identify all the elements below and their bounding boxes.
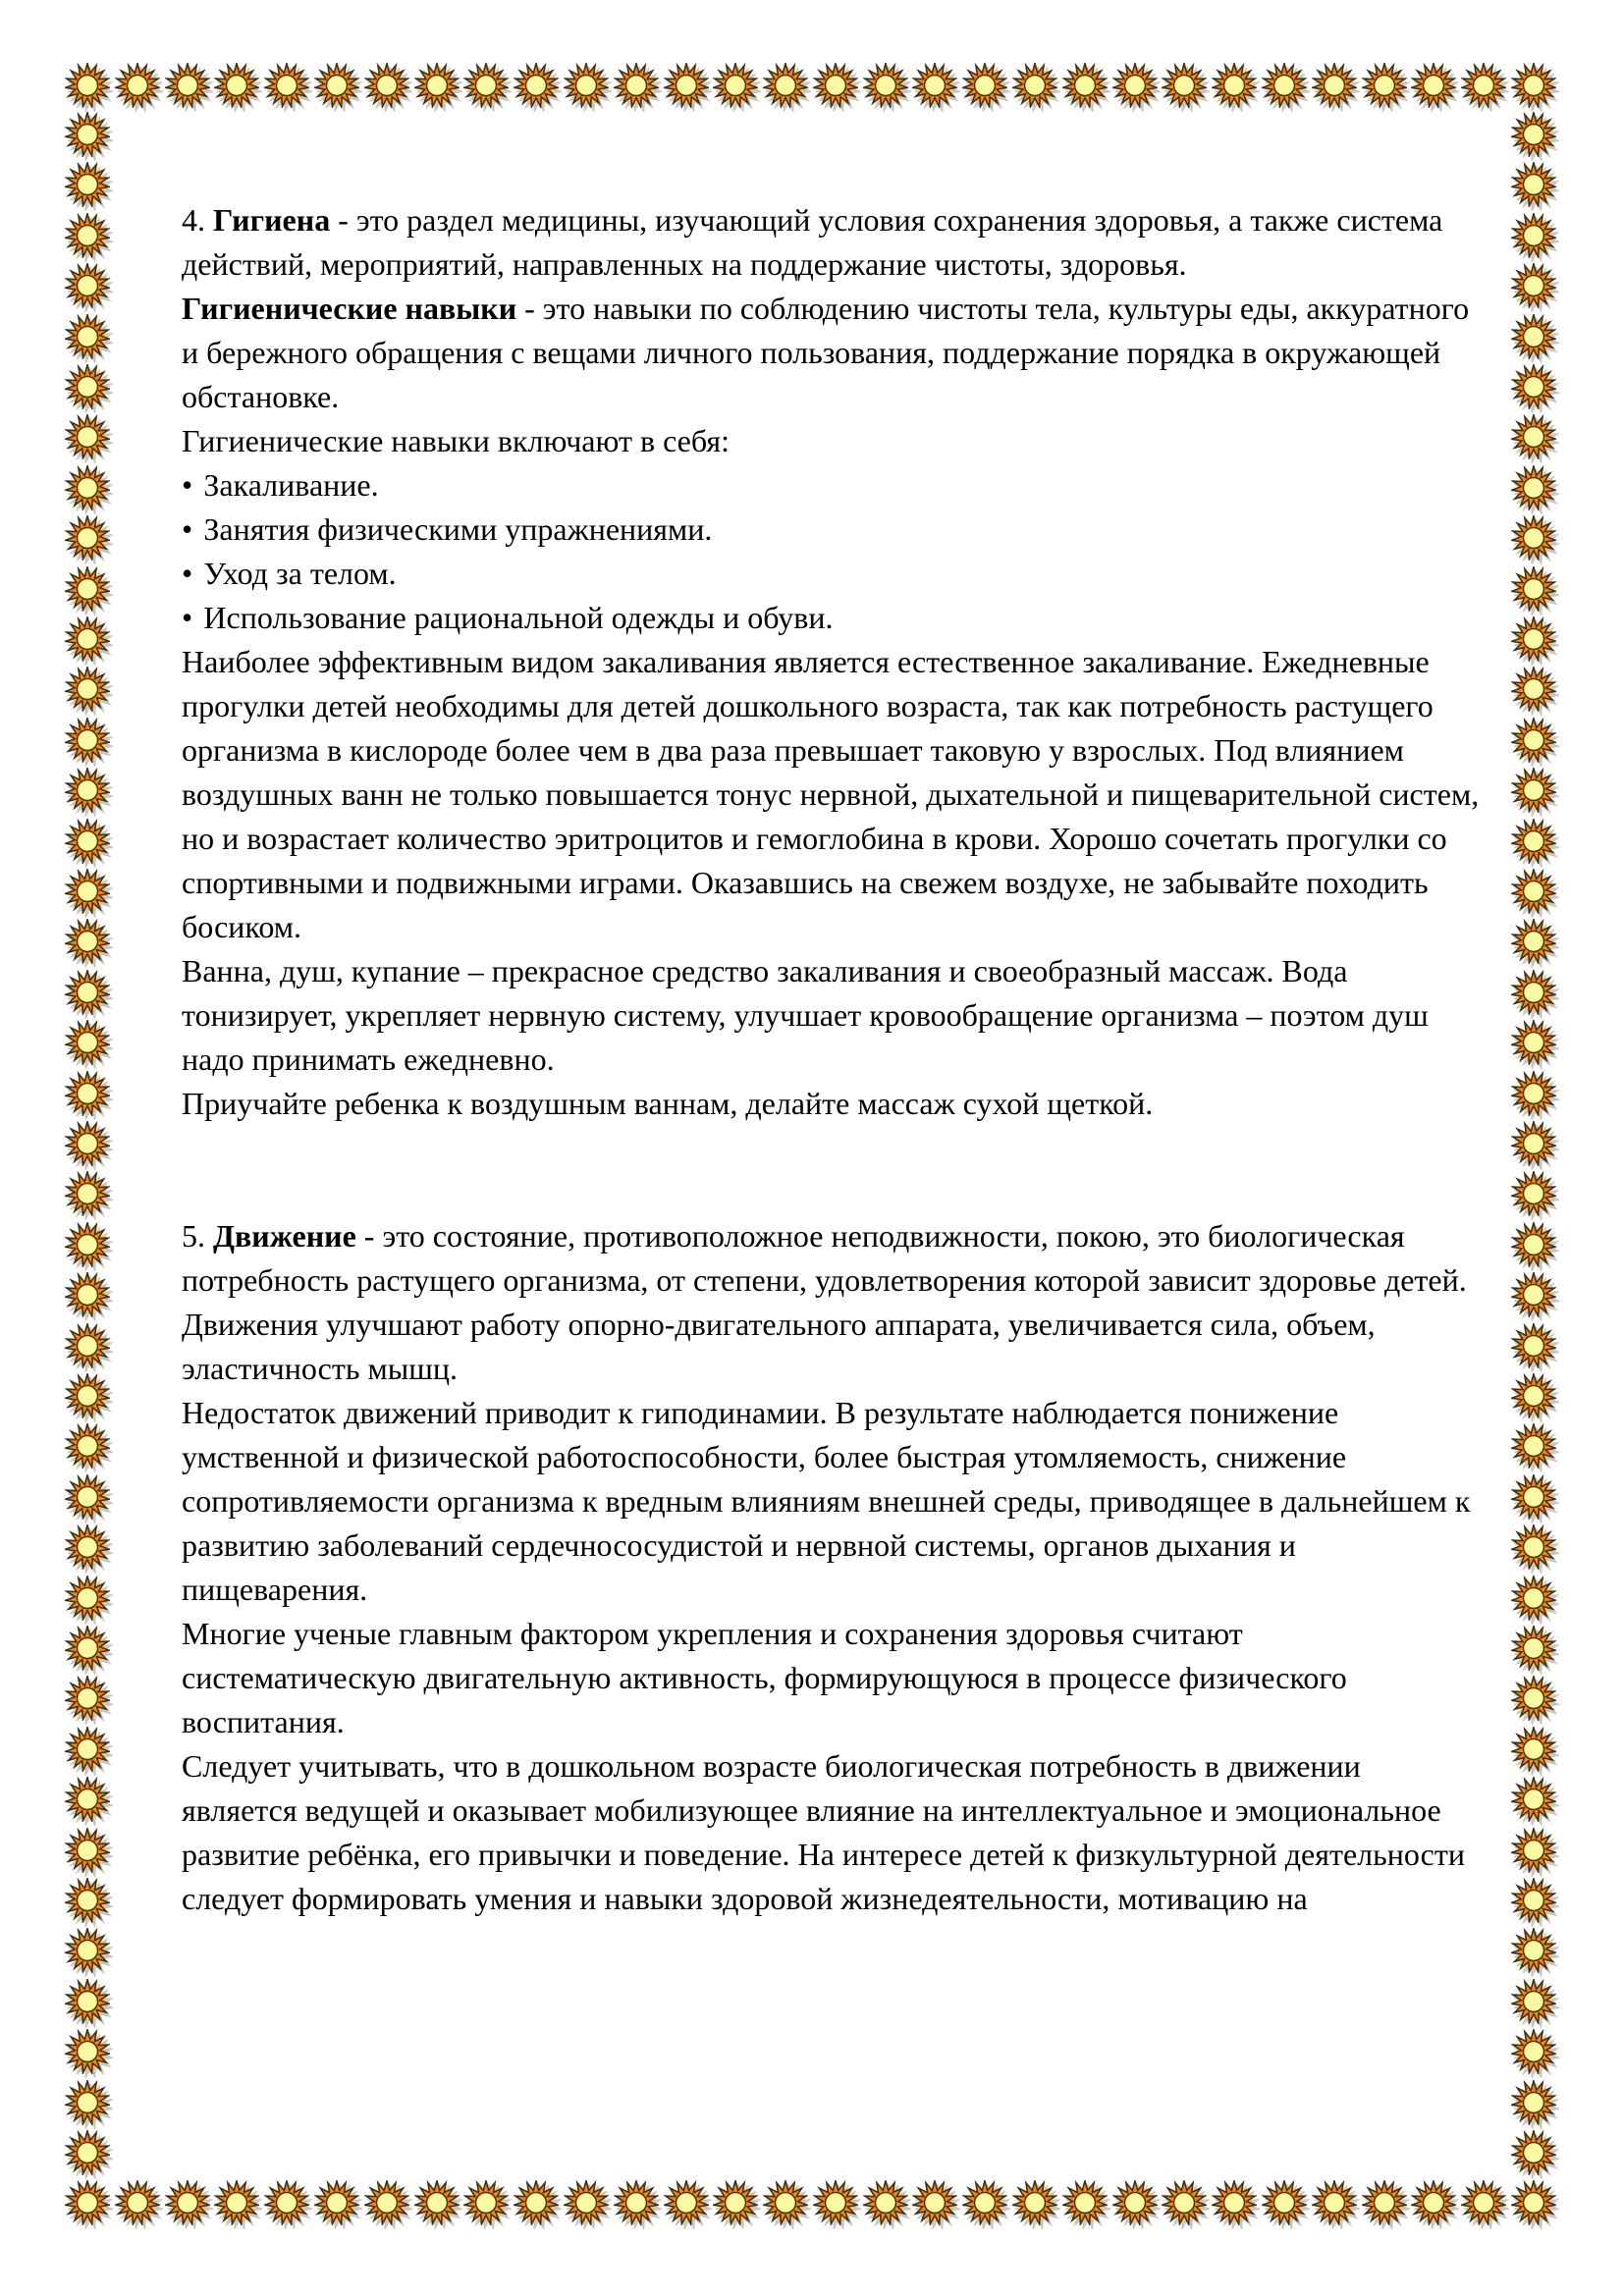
sun-icon [65, 919, 110, 964]
sun-icon [1511, 1423, 1556, 1468]
sun-icon [1511, 667, 1556, 712]
bullet-item-exercise [182, 507, 1483, 552]
sun-icon [1411, 63, 1456, 108]
sun-icon [1362, 63, 1407, 108]
sun-icon [1511, 1626, 1556, 1671]
sun-icon [65, 1878, 110, 1923]
sun-icon [65, 364, 110, 409]
hygiene-skills-paragraph [182, 287, 1483, 419]
sun-icon [1012, 2180, 1057, 2225]
preschool-paragraph: Следует учитывать, что в дошкольном возрасте биологическая потребность в движении является ведущей и оказывает мобилизующее влияние на интеллектуальное и эмоциональное развитие ребёнка, его привычки и поведение. На интересе детей к физкультурной деятельности следует формировать умения и навыки здоровой жизнедеятельности, мотивацию на [182, 1748, 1465, 1916]
sun-icon [65, 1474, 110, 1520]
sun-icon [1511, 2080, 1556, 2125]
sun-icon [1511, 1676, 1556, 1721]
sun-icon [65, 162, 110, 207]
sun-icon [1511, 869, 1556, 914]
sun-icon [65, 970, 110, 1015]
sun-icon [65, 1979, 110, 2024]
bullet-marker: • [182, 467, 193, 503]
sun-icon [65, 63, 110, 108]
bullet-item-text: Уход за телом. [203, 556, 397, 591]
sun-icon [1511, 970, 1556, 1015]
sun-icon [1461, 63, 1506, 108]
sun-icon [813, 63, 858, 108]
sun-icon [65, 2180, 110, 2225]
bullet-marker: • [182, 556, 193, 591]
bullet-item-text: Закаливание. [203, 467, 379, 503]
sun-icon [664, 2180, 709, 2225]
sun-icon [1511, 1373, 1556, 1418]
sun-icon [65, 414, 110, 459]
sun-icon [1511, 919, 1556, 964]
sun-icon [1511, 63, 1556, 108]
sun-icon [614, 63, 659, 108]
sun-icon [65, 1575, 110, 1621]
sun-icon [65, 1928, 110, 1973]
sun-icon [1511, 213, 1556, 258]
sun-icon [314, 63, 359, 108]
sun-icon [1511, 1222, 1556, 1267]
sun-icon [1511, 1020, 1556, 1065]
hygiene-definition-paragraph [182, 198, 1483, 287]
sun-icon [1511, 515, 1556, 561]
sun-icon [614, 2180, 659, 2225]
sun-icon [65, 465, 110, 510]
sun-icon [65, 1727, 110, 1772]
sun-icon [65, 1626, 110, 1671]
bullet-item-clothing [182, 596, 1483, 640]
sun-icon [65, 1676, 110, 1721]
bullet-marker: • [182, 511, 193, 547]
sun-icon [65, 566, 110, 612]
sun-icon [763, 63, 808, 108]
sun-icon [214, 63, 259, 108]
sun-icon [65, 1323, 110, 1368]
sun-icon [65, 1524, 110, 1570]
sun-icon [65, 667, 110, 712]
sun-icon [1511, 2180, 1556, 2225]
sun-icon [1511, 718, 1556, 763]
sun-icon [65, 314, 110, 359]
sun-icon [65, 1777, 110, 1822]
sun-icon [65, 1828, 110, 1873]
sun-icon [65, 616, 110, 662]
sun-icon [1312, 2180, 1357, 2225]
sun-icon [264, 2180, 309, 2225]
sun-icon [463, 2180, 509, 2225]
sun-icon [713, 63, 758, 108]
sun-icon [1262, 63, 1307, 108]
sun-icon [165, 2180, 210, 2225]
blank-lines-gap [182, 1126, 1483, 1214]
sun-icon [863, 63, 908, 108]
document-body-text [182, 198, 1483, 1921]
sun-icon [65, 1373, 110, 1418]
sun-icon [65, 2029, 110, 2074]
sun-icon [115, 2180, 160, 2225]
sun-icon [463, 63, 509, 108]
bullet-marker: • [182, 600, 193, 635]
air-baths-paragraph: Приучайте ребенка к воздушным ваннам, делайте массаж сухой щеткой. [182, 1086, 1154, 1121]
movement-definition-text: - это состояние, противоположное неподвижности, покою, это биологическая потребность растущего организма, от степени, удовлетворения которой зависит здоровье детей. Движения улучшают работу опорно-двигательного аппарата, увеличивается сила, объем, эластичность мышц. [182, 1218, 1467, 1386]
sun-icon [65, 1423, 110, 1468]
bullet-item-body-care [182, 552, 1483, 596]
sun-icon [1511, 414, 1556, 459]
section-number-4: 4. [182, 202, 213, 238]
sun-icon [65, 112, 110, 157]
sun-icon [65, 515, 110, 561]
sun-icon [65, 1071, 110, 1116]
term-hygiene-skills: Гигиенические навыки [182, 291, 517, 326]
sun-icon [1511, 314, 1556, 359]
sun-icon [1511, 1121, 1556, 1166]
sun-icon [65, 2080, 110, 2125]
sun-icon [1511, 1575, 1556, 1621]
sun-icon [1212, 63, 1257, 108]
sun-icon [1511, 162, 1556, 207]
sun-icon [1511, 2130, 1556, 2175]
sun-icon [314, 2180, 359, 2225]
sun-icon [1062, 63, 1108, 108]
sun-icon [1262, 2180, 1307, 2225]
sun-icon [264, 63, 309, 108]
sun-icon [1362, 2180, 1407, 2225]
sun-icon [1511, 263, 1556, 308]
sun-icon [165, 63, 210, 108]
sun-icon [813, 2180, 858, 2225]
sun-icon [1112, 63, 1158, 108]
sun-icon [1511, 1979, 1556, 2024]
sun-icon [65, 1171, 110, 1216]
bullet-item-text: Занятия физическими упражнениями. [203, 511, 713, 547]
sun-icon [65, 768, 110, 813]
scientists-paragraph: Многие ученые главным фактором укрепления и сохранения здоровья считают систематическую двигательную активность, формирующуюся в процессе физического воспитания. [182, 1616, 1347, 1739]
term-movement: Движение [213, 1218, 356, 1254]
sun-icon [214, 2180, 259, 2225]
sun-icon [1511, 2029, 1556, 2074]
sun-icon [1511, 1727, 1556, 1772]
sun-icon [1511, 768, 1556, 813]
sun-icon [65, 1222, 110, 1267]
skills-list-intro: Гигиенические навыки включают в себя: [182, 423, 730, 458]
sun-icon [1312, 63, 1357, 108]
sun-icon [1112, 2180, 1158, 2225]
sun-icon [414, 2180, 460, 2225]
sun-icon [364, 63, 409, 108]
sun-icon [912, 2180, 957, 2225]
bathing-paragraph: Ванна, душ, купание – прекрасное средство закаливания и своеобразный массаж. Вода тонизирует, укрепляет нервную систему, улучшает кровообращение организма – поэтом душ надо принимать ежедневно. [182, 953, 1429, 1077]
sun-icon [664, 63, 709, 108]
sun-icon [1511, 1272, 1556, 1317]
term-hygiene: Гигиена [213, 202, 331, 238]
sun-icon [912, 63, 957, 108]
sun-icon [65, 1272, 110, 1317]
sun-icon [1162, 63, 1207, 108]
sun-icon [1511, 1828, 1556, 1873]
sun-icon [1212, 2180, 1257, 2225]
sun-icon [1511, 1524, 1556, 1570]
sun-icon [65, 819, 110, 864]
sun-icon [65, 213, 110, 258]
bullet-item-hardening [182, 463, 1483, 507]
sun-icon [65, 718, 110, 763]
sun-icon [1511, 1878, 1556, 1923]
sun-icon [1062, 2180, 1108, 2225]
sun-icon [1511, 1323, 1556, 1368]
sun-icon [1511, 1171, 1556, 1216]
sun-icon [1511, 112, 1556, 157]
sun-icon [564, 2180, 609, 2225]
sun-icon [1511, 465, 1556, 510]
sun-icon [514, 63, 559, 108]
sun-icon [863, 2180, 908, 2225]
movement-definition-paragraph [182, 1214, 1483, 1391]
sun-icon [1162, 2180, 1207, 2225]
section-number-5: 5. [182, 1218, 213, 1254]
sun-icon [1511, 1474, 1556, 1520]
bullet-item-text: Использование рациональной одежды и обуви. [203, 600, 834, 635]
sun-icon [514, 2180, 559, 2225]
sun-icon [1511, 1777, 1556, 1822]
sun-icon [1461, 2180, 1506, 2225]
sun-icon [65, 1121, 110, 1166]
hygiene-definition-text: - это раздел медицины, изучающий условия сохранения здоровья, а также система действий, мероприятий, направленных на поддержание чистоты, здоровья. [182, 202, 1443, 282]
sun-icon [414, 63, 460, 108]
sun-icon [564, 63, 609, 108]
sun-icon [1511, 616, 1556, 662]
hardening-paragraph: Наиболее эффективным видом закаливания является естественное закаливание. Ежедневные прогулки детей необходимы для детей дошкольного возраста, так как потребность растущего организма в кислороде более чем в два раза превышает таковую у взрослых. Под влиянием воздушных ванн не только повышается тонус нервной, дыхательной и пищеварительной систем, но и возрастает количество эритроцитов и гемоглобина в крови. Хорошо сочетать прогулки со спортивными и подвижными играми. Оказавшись на свежем воздухе, не забывайте походить босиком. [182, 644, 1480, 944]
sun-icon [65, 2130, 110, 2175]
sun-icon [65, 869, 110, 914]
sun-icon [65, 263, 110, 308]
sun-icon [1012, 63, 1057, 108]
sun-icon [1511, 1928, 1556, 1973]
sun-icon [1511, 819, 1556, 864]
sun-icon [1511, 566, 1556, 612]
sun-icon [962, 2180, 1007, 2225]
sun-icon [65, 1020, 110, 1065]
hygiene-skills-definition-text: - это навыки по соблюдению чистоты тела, культуры еды, аккуратного и бережного обращения с вещами личного пользования, поддержание порядка в окружающей обстановке. [182, 291, 1470, 414]
sun-icon [962, 63, 1007, 108]
sun-icon [1411, 2180, 1456, 2225]
sun-icon [763, 2180, 808, 2225]
sun-icon [364, 2180, 409, 2225]
sun-icon [1511, 1071, 1556, 1116]
sun-icon [1511, 364, 1556, 409]
sun-icon [115, 63, 160, 108]
hypodynamia-paragraph: Недостаток движений приводит к гиподинамии. В результате наблюдается понижение умственной и физической работоспособности, более быстрая утомляемость, снижение сопротивляемости организма к вредным влияниям внешней среды, приводящее в дальнейшем к развитию заболеваний сердечнососудистой и нервной системы, органов дыхания и пищеварения. [182, 1395, 1471, 1607]
sun-icon [713, 2180, 758, 2225]
